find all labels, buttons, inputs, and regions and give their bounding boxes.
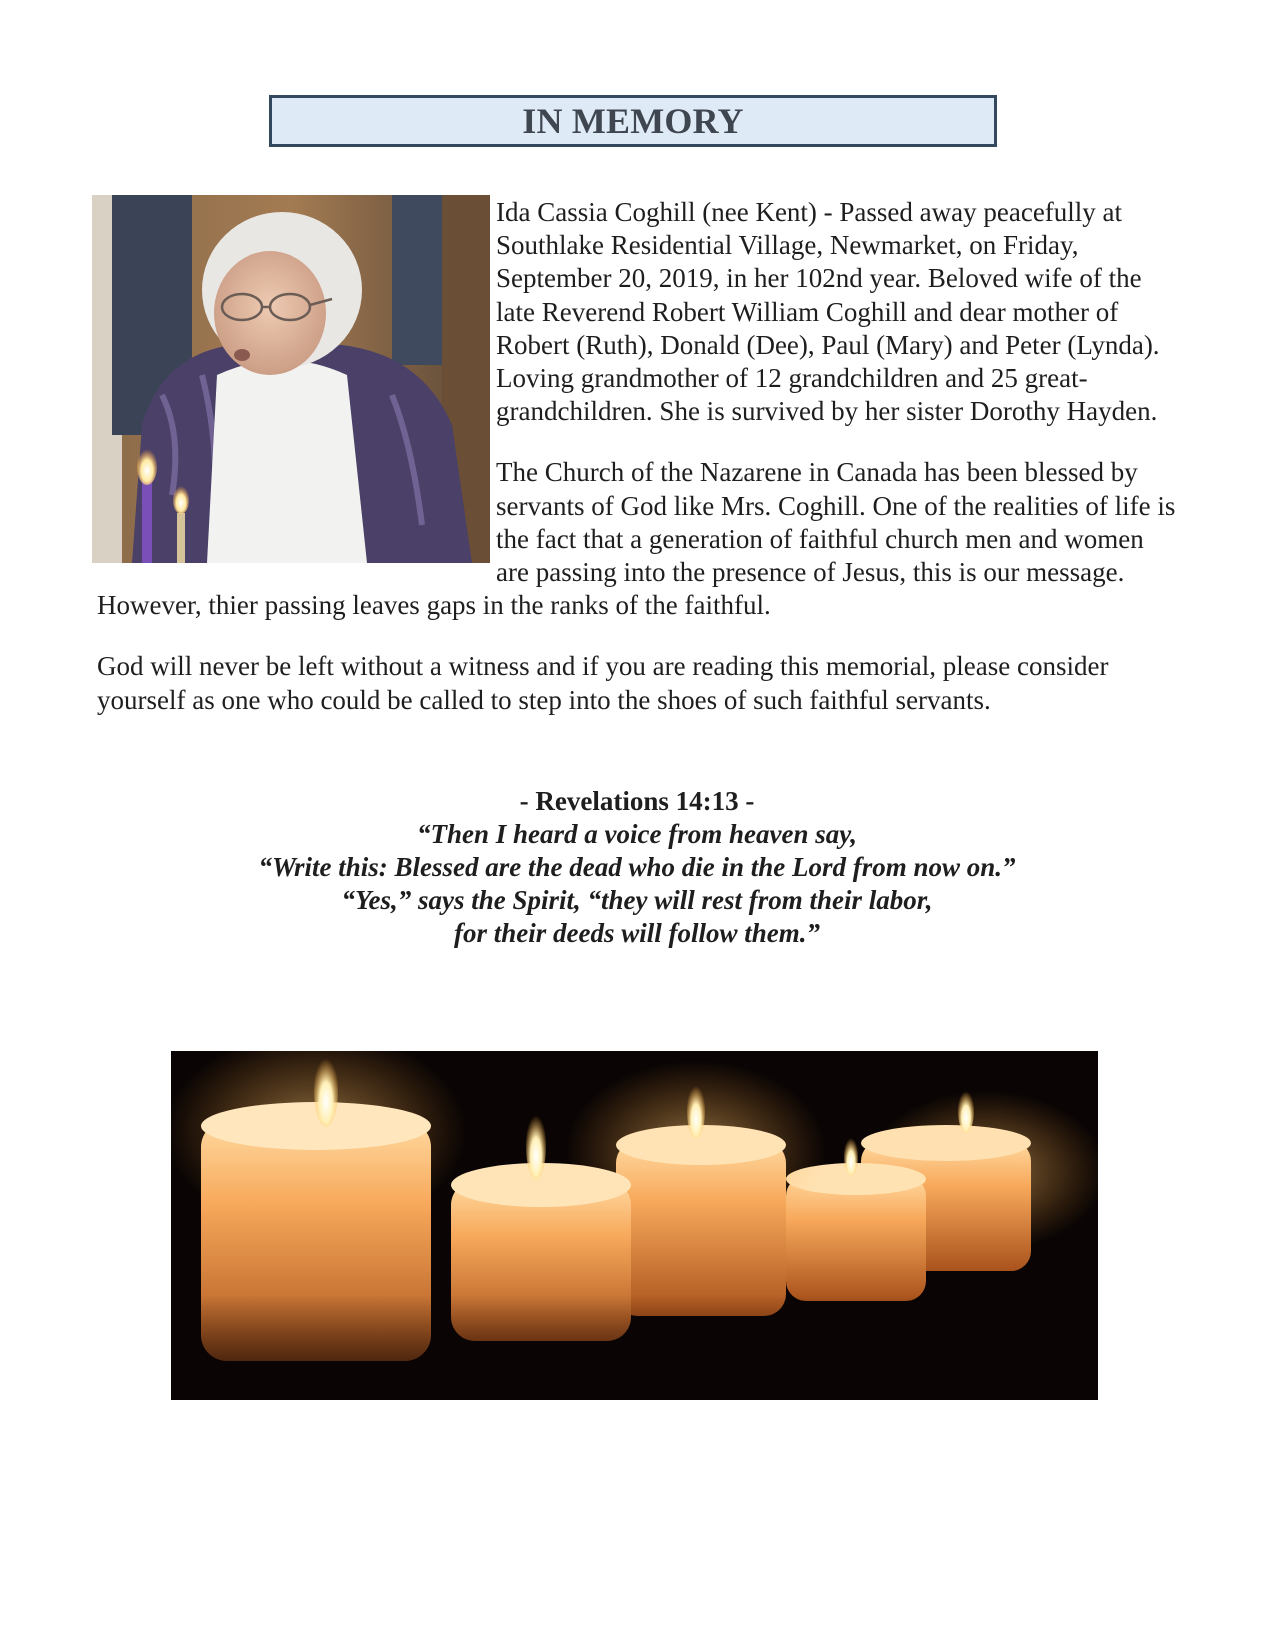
candles-illustration	[171, 1051, 1098, 1400]
scripture-line: “Then I heard a voice from heaven say,	[417, 819, 857, 849]
obituary-paragraph-1: Ida Cassia Coghill (nee Kent) - Passed away peacefully at Southlake Residential Village, Newmarket, on Friday, September 20, 2019, in her 102nd year. Beloved wife of the late Reverend Robert William Coghill and dear mother of Robert (Ruth), Donald (Dee), Paul (Mary) and Peter (Lynda). Loving grandmother of 12 grandchildren and 25 great-grandchildren. She is survived by her sister Dorothy Hayden.	[496, 197, 1160, 427]
portrait-wrap-space	[97, 196, 496, 573]
scripture-reference: - Revelations 14:13 -	[519, 786, 755, 816]
scripture-line: “Yes,” says the Spirit, “they will rest from their labor,	[341, 885, 933, 915]
title-banner	[269, 95, 997, 147]
obituary-paragraph-3: God will never be left without a witness and if you are reading this memorial, please consider yourself as one who could be called to step into the shoes of such faithful servants.	[97, 651, 1109, 715]
scripture-line: “Write this: Blessed are the dead who die in the Lord from now on.”	[258, 852, 1016, 882]
page-title: IN MEMORY	[522, 101, 744, 141]
candles-photo	[171, 1051, 1098, 1400]
scripture-line: for their deeds will follow them.”	[453, 918, 820, 948]
scripture-quote	[97, 785, 1177, 950]
obituary-paragraph-2: The Church of the Nazarene in Canada has been blessed by servants of God like Mrs. Coghill. One of the realities of life is the fact that a generation of faithful church men and women are passing into the presence of Jesus, this is our message. However, thier passing leaves gaps in the ranks of the faithful.	[97, 457, 1176, 621]
obituary-text	[97, 196, 1177, 745]
